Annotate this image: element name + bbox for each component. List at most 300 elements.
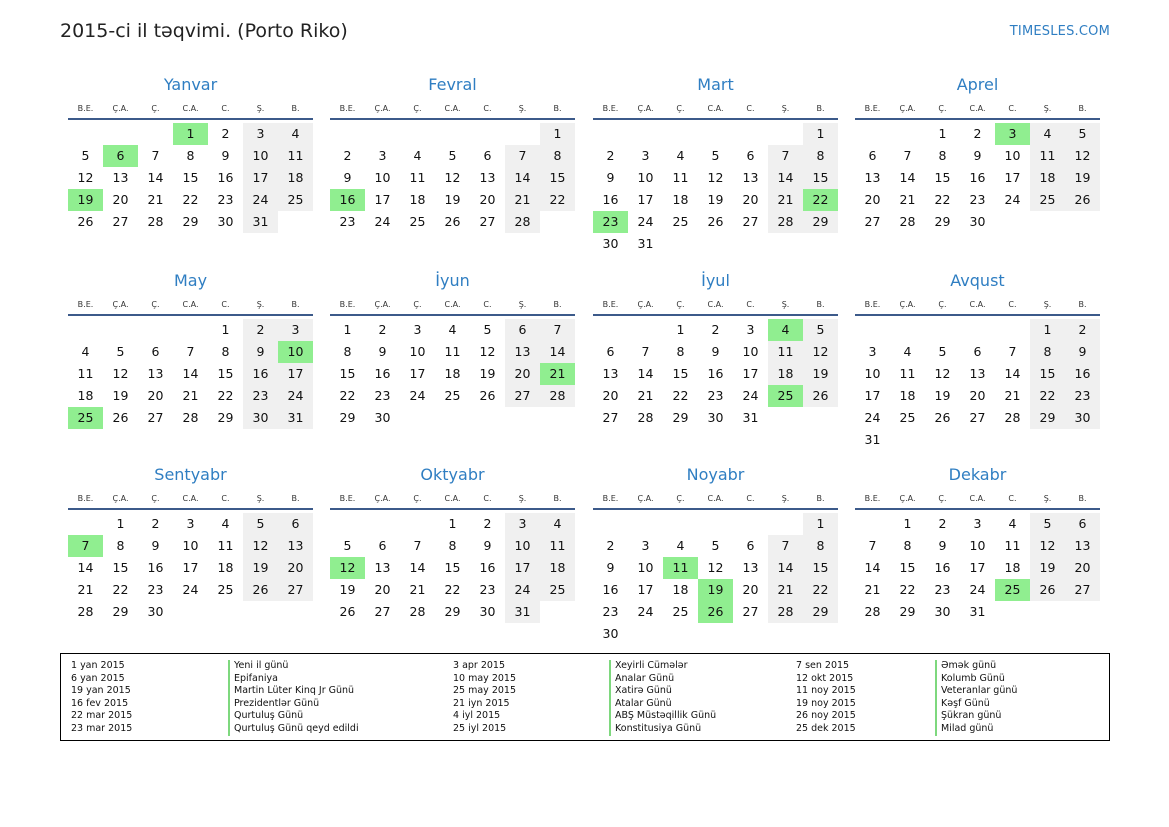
day-cell: 10 — [182, 538, 199, 553]
day-cell: 10 — [505, 535, 540, 557]
day-cell: 3 — [868, 344, 877, 359]
day-cell: 8 — [116, 538, 125, 553]
day-cell: 7 — [186, 344, 195, 359]
day-cell: 11 — [217, 538, 234, 553]
day-cell: 28 — [864, 604, 881, 619]
day-cell: 7 — [413, 538, 422, 553]
month-10 — [330, 464, 575, 623]
day-cell: 31 — [278, 407, 313, 429]
legend-date: 16 fev 2015 — [71, 697, 129, 709]
day-cell: 31 — [742, 410, 759, 425]
day-cell: 1 — [221, 322, 230, 337]
day-empty — [855, 319, 890, 341]
day-cell: 28 — [182, 410, 199, 425]
day-empty — [768, 513, 803, 535]
day-cell: 3 — [973, 516, 982, 531]
day-cell: 12 — [77, 170, 94, 185]
day-cell: 7 — [1008, 344, 1017, 359]
day-cell: 17 — [1004, 170, 1021, 185]
day-cell: 1 — [803, 513, 838, 535]
day-cell: 27 — [864, 214, 881, 229]
day-cell: 14 — [505, 167, 540, 189]
day-cell: 21 — [147, 192, 164, 207]
day-cell: 30 — [243, 407, 278, 429]
day-empty — [628, 513, 663, 535]
day-cell: 5 — [116, 344, 125, 359]
day-cell: 25 — [1030, 189, 1065, 211]
day-empty — [103, 123, 138, 145]
day-empty — [365, 123, 400, 145]
day-cell: 3 — [641, 538, 650, 553]
day-cell: 29 — [899, 604, 916, 619]
legend-dates-col — [71, 660, 132, 736]
legend-date: 25 dek 2015 — [796, 722, 856, 734]
month-name: May — [173, 271, 208, 290]
weekday-label: Ç. — [151, 494, 160, 503]
day-cell: 28 — [768, 211, 803, 233]
legend-holiday-name: Atalar Günü — [609, 698, 716, 711]
day-cell: 25 — [444, 388, 461, 403]
weekday-label: B. — [291, 300, 300, 309]
day-cell: 10 — [374, 170, 391, 185]
weekday-label: Ç. — [151, 104, 160, 113]
day-cell: 5 — [938, 344, 947, 359]
day-cell: 13 — [864, 170, 881, 185]
day-cell: 30 — [969, 214, 986, 229]
weekday-label: Ç. — [938, 494, 947, 503]
day-cell: 16 — [707, 366, 724, 381]
day-cell: 3 — [278, 319, 313, 341]
day-cell: 21 — [1004, 388, 1021, 403]
day-cell: 21 — [77, 582, 94, 597]
day-cell: 15 — [112, 560, 129, 575]
day-cell: 2 — [711, 322, 720, 337]
day-cell: 25 — [278, 189, 313, 211]
day-cell: 11 — [899, 366, 916, 381]
day-cell: 16 — [217, 170, 234, 185]
weekday-label: Ç.A. — [637, 104, 654, 113]
day-cell: 16 — [243, 363, 278, 385]
weekday-label: C. — [746, 300, 755, 309]
weekday-label: B. — [816, 104, 825, 113]
holiday-day-cell: 16 — [330, 189, 365, 211]
day-cell: 24 — [409, 388, 426, 403]
day-cell: 4 — [903, 344, 912, 359]
day-empty — [593, 319, 628, 341]
day-cell: 16 — [969, 170, 986, 185]
day-cell: 5 — [243, 513, 278, 535]
legend-holiday-name: Kolumb Günü — [935, 673, 1017, 686]
day-cell: 10 — [1004, 148, 1021, 163]
day-cell: 18 — [409, 192, 426, 207]
day-cell: 20 — [602, 388, 619, 403]
legend-holiday-name: Qurtuluş Günü qeyd edildi — [228, 723, 359, 736]
day-cell: 6 — [606, 344, 615, 359]
day-cell: 15 — [217, 366, 234, 381]
day-grid — [330, 319, 575, 429]
day-cell: 20 — [374, 582, 391, 597]
day-cell: 19 — [1065, 167, 1100, 189]
day-cell: 15 — [444, 560, 461, 575]
weekday-label: B.E. — [864, 104, 881, 113]
day-cell: 29 — [934, 214, 951, 229]
weekday-label: B. — [1078, 494, 1087, 503]
day-cell: 25 — [899, 410, 916, 425]
day-cell: 20 — [278, 557, 313, 579]
day-cell: 6 — [278, 513, 313, 535]
day-grid — [855, 123, 1100, 233]
day-cell: 21 — [768, 189, 803, 211]
holiday-day-cell: 7 — [68, 535, 103, 557]
day-cell: 10 — [637, 560, 654, 575]
day-cell: 28 — [637, 410, 654, 425]
day-cell: 12 — [1065, 145, 1100, 167]
day-cell: 5 — [81, 148, 90, 163]
day-cell: 29 — [217, 410, 234, 425]
holiday-day-cell: 10 — [278, 341, 313, 363]
day-cell: 4 — [413, 148, 422, 163]
day-cell: 6 — [378, 538, 387, 553]
day-cell: 27 — [1065, 579, 1100, 601]
legend-dates-col — [796, 660, 856, 736]
day-empty — [330, 513, 365, 535]
day-grid — [593, 123, 838, 255]
legend-date: 6 yan 2015 — [71, 672, 125, 684]
legend-names-col — [935, 660, 1017, 736]
day-cell: 20 — [969, 388, 986, 403]
day-cell: 16 — [147, 560, 164, 575]
day-cell: 18 — [444, 366, 461, 381]
day-cell: 4 — [1030, 123, 1065, 145]
day-cell: 31 — [864, 432, 881, 447]
weekday-label: C.A. — [444, 494, 461, 503]
day-cell: 12 — [243, 535, 278, 557]
day-cell: 15 — [899, 560, 916, 575]
day-cell: 8 — [676, 344, 685, 359]
month-name: Fevral — [428, 75, 477, 94]
day-cell: 27 — [112, 214, 129, 229]
day-empty — [855, 123, 890, 145]
weekday-header — [593, 298, 838, 316]
day-empty — [925, 319, 960, 341]
day-cell: 11 — [1030, 145, 1065, 167]
day-cell: 19 — [112, 388, 129, 403]
day-cell: 6 — [868, 148, 877, 163]
day-cell: 20 — [112, 192, 129, 207]
day-cell: 26 — [707, 214, 724, 229]
day-cell: 6 — [505, 319, 540, 341]
day-cell: 8 — [1030, 341, 1065, 363]
day-cell: 23 — [969, 192, 986, 207]
day-cell: 28 — [147, 214, 164, 229]
day-cell: 26 — [112, 410, 129, 425]
day-cell: 15 — [803, 167, 838, 189]
holiday-day-cell: 22 — [803, 189, 838, 211]
day-cell: 29 — [672, 410, 689, 425]
month-12 — [855, 464, 1100, 623]
day-cell: 13 — [112, 170, 129, 185]
day-cell: 10 — [637, 170, 654, 185]
day-cell: 15 — [1030, 363, 1065, 385]
day-empty — [365, 513, 400, 535]
weekday-header — [330, 102, 575, 120]
day-cell: 25 — [217, 582, 234, 597]
day-cell: 8 — [221, 344, 230, 359]
day-cell: 2 — [243, 319, 278, 341]
day-empty — [995, 319, 1030, 341]
day-cell: 29 — [803, 211, 838, 233]
day-cell: 15 — [540, 167, 575, 189]
day-cell: 13 — [1065, 535, 1100, 557]
day-cell: 8 — [803, 145, 838, 167]
day-cell: 4 — [448, 322, 457, 337]
day-cell: 23 — [602, 604, 619, 619]
weekday-label: Ş. — [256, 300, 265, 309]
day-cell: 31 — [637, 236, 654, 251]
day-cell: 27 — [742, 604, 759, 619]
day-cell: 9 — [606, 560, 615, 575]
month-4 — [855, 74, 1100, 233]
day-cell: 1 — [676, 322, 685, 337]
weekday-label: C.A. — [707, 494, 724, 503]
weekday-label: Ş. — [781, 104, 790, 113]
day-cell: 2 — [343, 148, 352, 163]
day-empty — [733, 513, 768, 535]
weekday-label: Ş. — [256, 104, 265, 113]
weekday-header — [68, 298, 313, 316]
day-cell: 20 — [147, 388, 164, 403]
day-cell: 9 — [938, 538, 947, 553]
day-cell: 17 — [505, 557, 540, 579]
day-cell: 13 — [374, 560, 391, 575]
day-cell: 2 — [1065, 319, 1100, 341]
weekday-label: C.A. — [444, 104, 461, 113]
day-cell: 16 — [479, 560, 496, 575]
day-cell: 24 — [742, 388, 759, 403]
day-cell: 5 — [1030, 513, 1065, 535]
legend-date: 12 okt 2015 — [796, 672, 854, 684]
day-cell: 2 — [973, 126, 982, 141]
day-empty — [68, 123, 103, 145]
weekday-label: C. — [221, 300, 230, 309]
day-cell: 22 — [217, 388, 234, 403]
day-empty — [138, 123, 173, 145]
day-cell: 5 — [711, 148, 720, 163]
day-cell: 9 — [151, 538, 160, 553]
day-cell: 15 — [672, 366, 689, 381]
month-3 — [593, 74, 838, 255]
legend-date: 21 iyn 2015 — [453, 697, 510, 709]
day-cell: 22 — [934, 192, 951, 207]
day-cell: 28 — [899, 214, 916, 229]
day-cell: 24 — [374, 214, 391, 229]
day-cell: 24 — [969, 582, 986, 597]
holiday-day-cell: 21 — [540, 363, 575, 385]
day-cell: 9 — [711, 344, 720, 359]
day-cell: 8 — [540, 145, 575, 167]
holiday-day-cell: 3 — [995, 123, 1030, 145]
legend-names-col — [228, 660, 359, 736]
day-cell: 1 — [343, 322, 352, 337]
day-cell: 12 — [934, 366, 951, 381]
day-cell: 12 — [112, 366, 129, 381]
day-cell: 30 — [602, 236, 619, 251]
day-empty — [628, 123, 663, 145]
weekday-label: C. — [483, 494, 492, 503]
day-cell: 23 — [374, 388, 391, 403]
weekday-label: B. — [816, 300, 825, 309]
legend-holiday-name: Xeyirli Cümələr — [609, 660, 716, 673]
day-cell: 21 — [637, 388, 654, 403]
day-cell: 2 — [151, 516, 160, 531]
day-cell: 14 — [540, 341, 575, 363]
weekday-label: B.E. — [602, 494, 619, 503]
day-cell: 15 — [803, 557, 838, 579]
legend-date: 4 iyl 2015 — [453, 710, 501, 722]
day-cell: 24 — [1004, 192, 1021, 207]
day-cell: 13 — [147, 366, 164, 381]
weekday-label: Ç.A. — [637, 494, 654, 503]
day-grid — [330, 123, 575, 233]
day-cell: 9 — [243, 341, 278, 363]
day-cell: 19 — [479, 366, 496, 381]
day-cell: 24 — [505, 579, 540, 601]
day-cell: 9 — [483, 538, 492, 553]
day-cell: 29 — [339, 410, 356, 425]
month-11 — [593, 464, 838, 645]
day-empty — [435, 123, 470, 145]
weekday-label: Ş. — [1043, 494, 1052, 503]
weekday-label: C.A. — [182, 300, 199, 309]
day-cell: 30 — [479, 604, 496, 619]
day-cell: 27 — [742, 214, 759, 229]
day-cell: 26 — [1065, 189, 1100, 211]
day-cell: 14 — [899, 170, 916, 185]
day-cell: 26 — [243, 579, 278, 601]
day-empty — [593, 123, 628, 145]
day-cell: 10 — [742, 344, 759, 359]
day-cell: 18 — [77, 388, 94, 403]
day-cell: 8 — [938, 148, 947, 163]
day-cell: 20 — [742, 192, 759, 207]
weekday-label: Ş. — [518, 300, 527, 309]
weekday-label: Ç.A. — [374, 104, 391, 113]
month-name: Aprel — [956, 75, 999, 94]
day-cell: 4 — [278, 123, 313, 145]
day-cell: 3 — [243, 123, 278, 145]
day-cell: 27 — [505, 385, 540, 407]
weekday-label: Ç. — [413, 494, 422, 503]
day-cell: 9 — [343, 170, 352, 185]
weekday-label: B.E. — [864, 300, 881, 309]
holiday-day-cell: 25 — [995, 579, 1030, 601]
month-name: Mart — [697, 75, 734, 94]
legend-date: 22 mar 2015 — [71, 710, 133, 722]
weekday-label: C.A. — [969, 494, 986, 503]
day-cell: 16 — [1065, 363, 1100, 385]
day-cell: 1 — [1030, 319, 1065, 341]
day-cell: 13 — [278, 535, 313, 557]
day-cell: 4 — [540, 513, 575, 535]
day-cell: 21 — [864, 582, 881, 597]
day-cell: 27 — [278, 579, 313, 601]
day-cell: 21 — [899, 192, 916, 207]
day-cell: 28 — [409, 604, 426, 619]
day-cell: 22 — [444, 582, 461, 597]
weekday-label: B. — [553, 300, 562, 309]
weekday-label: Ç. — [151, 300, 160, 309]
day-cell: 27 — [374, 604, 391, 619]
day-cell: 28 — [1004, 410, 1021, 425]
weekday-label: Ç. — [676, 104, 685, 113]
day-cell: 22 — [339, 388, 356, 403]
day-cell: 17 — [278, 363, 313, 385]
day-cell: 3 — [641, 148, 650, 163]
day-cell: 6 — [746, 538, 755, 553]
weekday-label: Ş. — [781, 300, 790, 309]
day-empty — [68, 319, 103, 341]
day-cell: 13 — [742, 170, 759, 185]
day-cell: 1 — [903, 516, 912, 531]
day-cell: 2 — [483, 516, 492, 531]
day-cell: 6 — [746, 148, 755, 163]
day-cell: 26 — [479, 388, 496, 403]
day-cell: 1 — [938, 126, 947, 141]
day-cell: 9 — [973, 148, 982, 163]
legend-holiday-name: Veteranlar günü — [935, 685, 1017, 698]
legend-holiday-name: Martin Lüter Kinq Jr Günü — [228, 685, 359, 698]
day-cell: 22 — [1030, 385, 1065, 407]
day-cell: 27 — [147, 410, 164, 425]
weekday-label: Ş. — [518, 494, 527, 503]
day-empty — [663, 123, 698, 145]
weekday-label: Ç.A. — [374, 300, 391, 309]
weekday-label: Ç.A. — [899, 300, 916, 309]
weekday-label: B.E. — [339, 300, 356, 309]
day-cell: 12 — [803, 341, 838, 363]
day-cell: 8 — [186, 148, 195, 163]
site-logo-link[interactable]: TIMESLES.COM — [1009, 24, 1110, 39]
day-cell: 11 — [540, 535, 575, 557]
day-empty — [138, 319, 173, 341]
day-empty — [400, 513, 435, 535]
day-cell: 21 — [182, 388, 199, 403]
day-grid — [855, 319, 1100, 451]
weekday-label: B.E. — [77, 300, 94, 309]
day-cell: 30 — [374, 410, 391, 425]
day-cell: 24 — [182, 582, 199, 597]
day-cell: 22 — [803, 579, 838, 601]
legend-date: 23 mar 2015 — [71, 722, 133, 734]
day-cell: 30 — [707, 410, 724, 425]
day-cell: 15 — [182, 170, 199, 185]
day-cell: 9 — [1065, 341, 1100, 363]
holiday-day-cell: 11 — [663, 557, 698, 579]
day-cell: 26 — [339, 604, 356, 619]
legend-names-col — [609, 660, 716, 736]
holiday-day-cell: 1 — [173, 123, 208, 145]
day-cell: 7 — [768, 535, 803, 557]
day-cell: 19 — [803, 363, 838, 385]
day-cell: 10 — [409, 344, 426, 359]
day-empty — [663, 513, 698, 535]
day-cell: 30 — [217, 214, 234, 229]
day-cell: 9 — [378, 344, 387, 359]
weekday-header — [68, 492, 313, 510]
weekday-label: B. — [553, 104, 562, 113]
day-cell: 17 — [374, 192, 391, 207]
day-empty — [68, 513, 103, 535]
